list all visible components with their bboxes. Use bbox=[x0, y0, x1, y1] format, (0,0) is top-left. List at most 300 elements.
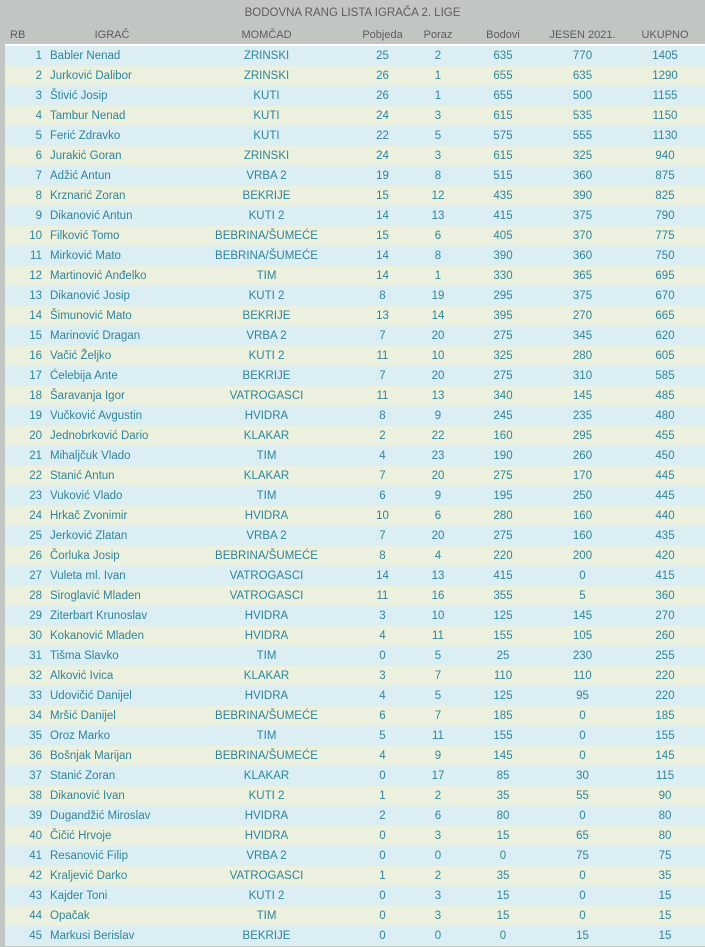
cell-points: 275 bbox=[493, 370, 513, 382]
cell-autumn: 160 bbox=[572, 510, 593, 522]
cell-rank: 8 bbox=[35, 190, 42, 202]
cell-points: 155 bbox=[493, 630, 513, 642]
cell-points: 325 bbox=[493, 350, 513, 362]
cell-wins: 19 bbox=[376, 170, 389, 182]
cell-player: Dikanović Ivan bbox=[50, 790, 125, 802]
cell-losses: 2 bbox=[434, 50, 442, 62]
cell-rank: 33 bbox=[29, 690, 42, 702]
ranking-table bbox=[5, 25, 705, 946]
cell-points: 110 bbox=[493, 670, 513, 682]
cell-team: ZRINSKI bbox=[243, 50, 290, 62]
cell-team: KUTI 2 bbox=[248, 210, 285, 222]
cell-player: Stanić Zoran bbox=[50, 770, 116, 782]
cell-wins: 26 bbox=[376, 70, 389, 82]
cell-team: TIM bbox=[256, 910, 277, 922]
cell-points: 220 bbox=[493, 550, 513, 562]
cell-team: BEKRIJE bbox=[242, 190, 291, 202]
table-row bbox=[5, 186, 705, 206]
cell-rank: 5 bbox=[35, 130, 42, 142]
table-row bbox=[5, 45, 705, 66]
cell-points: 15 bbox=[496, 890, 510, 902]
table-row bbox=[5, 146, 705, 166]
cell-losses: 5 bbox=[434, 690, 442, 702]
cell-rank: 27 bbox=[29, 570, 42, 582]
cell-points: 415 bbox=[493, 570, 513, 582]
cell-points: 160 bbox=[493, 430, 513, 442]
cell-rank: 25 bbox=[29, 530, 42, 542]
cell-wins: 14 bbox=[376, 210, 389, 222]
cell-autumn: 230 bbox=[572, 650, 593, 662]
cell-rank: 32 bbox=[29, 670, 42, 682]
cell-autumn: 0 bbox=[579, 910, 586, 922]
cell-autumn: 75 bbox=[576, 850, 589, 862]
cell-player: Siroglavić Mladen bbox=[50, 590, 141, 602]
cell-total: 620 bbox=[655, 330, 675, 342]
cell-autumn: 0 bbox=[579, 810, 586, 822]
cell-points: 615 bbox=[493, 110, 513, 122]
cell-losses: 5 bbox=[434, 650, 442, 662]
cell-rank: 12 bbox=[29, 270, 42, 282]
cell-wins: 7 bbox=[379, 530, 386, 542]
table-row bbox=[5, 806, 705, 826]
cell-total: 155 bbox=[655, 730, 675, 742]
cell-rank: 36 bbox=[29, 750, 42, 762]
cell-points: 35 bbox=[496, 790, 510, 802]
cell-rank: 13 bbox=[29, 290, 42, 302]
cell-wins: 0 bbox=[379, 850, 386, 862]
header-row bbox=[5, 25, 705, 45]
cell-rank: 3 bbox=[35, 90, 42, 102]
cell-rank: 1 bbox=[35, 50, 42, 62]
cell-team: KUTI bbox=[253, 130, 280, 142]
cell-rank: 9 bbox=[35, 210, 42, 222]
cell-rank: 39 bbox=[29, 810, 42, 822]
cell-team: VATROGASCI bbox=[229, 570, 304, 582]
cell-losses: 12 bbox=[431, 190, 445, 202]
cell-team: BEBRINA/ŠUMEĆE bbox=[215, 710, 318, 722]
cell-player: Kokanović Mladen bbox=[50, 630, 144, 642]
cell-total: 75 bbox=[658, 850, 672, 862]
cell-total: 940 bbox=[655, 150, 675, 162]
cell-wins: 1 bbox=[379, 870, 386, 882]
cell-autumn: 555 bbox=[572, 130, 593, 142]
cell-wins: 0 bbox=[379, 650, 386, 662]
table-row bbox=[5, 886, 705, 906]
cell-team: BEKRIJE bbox=[242, 310, 291, 322]
table-row bbox=[5, 346, 705, 366]
cell-losses: 19 bbox=[431, 290, 445, 302]
table-row bbox=[5, 226, 705, 246]
cell-losses: 4 bbox=[434, 550, 442, 562]
cell-rank: 43 bbox=[29, 890, 42, 902]
cell-wins: 0 bbox=[379, 890, 386, 902]
cell-total: 15 bbox=[658, 910, 672, 922]
cell-rank: 6 bbox=[35, 150, 42, 162]
cell-points: 435 bbox=[493, 190, 513, 202]
cell-autumn: 375 bbox=[572, 290, 593, 302]
cell-wins: 6 bbox=[379, 490, 386, 502]
cell-rank: 31 bbox=[29, 650, 42, 662]
cell-wins: 25 bbox=[376, 50, 389, 62]
cell-autumn: 375 bbox=[572, 210, 593, 222]
cell-team: KUTI 2 bbox=[248, 290, 285, 302]
cell-losses: 20 bbox=[431, 370, 445, 382]
cell-losses: 13 bbox=[431, 210, 445, 222]
cell-points: 275 bbox=[493, 530, 513, 542]
table-row bbox=[5, 86, 705, 106]
cell-team: HVIDRA bbox=[244, 630, 289, 642]
cell-team: HVIDRA bbox=[244, 690, 289, 702]
cell-team: VRBA 2 bbox=[246, 850, 287, 862]
cell-points: 185 bbox=[493, 710, 513, 722]
cell-rank: 19 bbox=[29, 410, 42, 422]
cell-points: 405 bbox=[493, 230, 513, 242]
cell-autumn: 235 bbox=[572, 410, 593, 422]
cell-points: 515 bbox=[493, 170, 513, 182]
column-header-poraz: Poraz bbox=[410, 25, 466, 45]
cell-wins: 0 bbox=[379, 930, 386, 942]
cell-wins: 0 bbox=[379, 830, 386, 842]
cell-team: VATROGASCI bbox=[229, 870, 304, 882]
cell-losses: 9 bbox=[434, 490, 442, 502]
cell-autumn: 55 bbox=[576, 790, 589, 802]
cell-wins: 14 bbox=[376, 250, 389, 262]
cell-player: Opačak bbox=[50, 910, 90, 922]
cell-losses: 13 bbox=[431, 570, 445, 582]
cell-wins: 4 bbox=[379, 750, 386, 762]
cell-points: 415 bbox=[493, 210, 513, 222]
cell-autumn: 500 bbox=[572, 90, 593, 102]
table-row bbox=[5, 906, 705, 926]
cell-team: TIM bbox=[256, 650, 277, 662]
cell-player: Mihaljčuk Vlado bbox=[50, 450, 131, 462]
cell-team: TIM bbox=[256, 490, 277, 502]
cell-team: KLAKAR bbox=[243, 770, 290, 782]
cell-player: Dikanović Josip bbox=[50, 290, 130, 302]
cell-losses: 5 bbox=[434, 130, 442, 142]
cell-total: 1290 bbox=[652, 70, 678, 82]
cell-player: Jednobrković Dario bbox=[50, 430, 149, 442]
cell-rank: 38 bbox=[29, 790, 42, 802]
cell-total: 415 bbox=[655, 570, 675, 582]
cell-team: BEBRINA/ŠUMEĆE bbox=[215, 750, 318, 762]
cell-wins: 7 bbox=[379, 470, 386, 482]
cell-team: VRBA 2 bbox=[246, 330, 287, 342]
cell-total: 80 bbox=[658, 810, 672, 822]
cell-points: 330 bbox=[493, 270, 513, 282]
table-row bbox=[5, 746, 705, 766]
cell-player: Babler Nenad bbox=[50, 50, 121, 62]
cell-wins: 7 bbox=[379, 330, 386, 342]
cell-player: Mršić Danijel bbox=[50, 710, 116, 722]
table-row bbox=[5, 546, 705, 566]
cell-wins: 22 bbox=[376, 130, 389, 142]
table-row bbox=[5, 766, 705, 786]
table-row bbox=[5, 846, 705, 866]
cell-total: 455 bbox=[655, 430, 675, 442]
cell-player: Ferić Zdravko bbox=[50, 130, 121, 142]
cell-player: Resanović Filip bbox=[50, 850, 128, 862]
cell-team: BEKRIJE bbox=[242, 930, 291, 942]
cell-rank: 22 bbox=[29, 470, 42, 482]
cell-points: 615 bbox=[493, 150, 513, 162]
table-row bbox=[5, 866, 705, 886]
cell-wins: 2 bbox=[379, 430, 386, 442]
cell-total: 445 bbox=[655, 490, 675, 502]
cell-player: Tambur Nenad bbox=[50, 110, 126, 122]
column-header-momcad: MOMČAD bbox=[178, 25, 355, 45]
cell-points: 0 bbox=[499, 930, 507, 942]
cell-autumn: 325 bbox=[572, 150, 593, 162]
cell-wins: 8 bbox=[379, 410, 386, 422]
cell-player: Tišma Slavko bbox=[50, 650, 119, 662]
column-header-rb: RB bbox=[5, 25, 46, 45]
column-header-pobjeda: Pobjeda bbox=[355, 25, 410, 45]
cell-losses: 20 bbox=[431, 330, 445, 342]
cell-points: 355 bbox=[493, 590, 513, 602]
table-row bbox=[5, 206, 705, 226]
table-row bbox=[5, 126, 705, 146]
table-row bbox=[5, 926, 705, 946]
cell-total: 670 bbox=[655, 290, 675, 302]
cell-losses: 14 bbox=[431, 310, 445, 322]
cell-total: 665 bbox=[655, 310, 675, 322]
cell-losses: 7 bbox=[434, 710, 442, 722]
cell-wins: 0 bbox=[379, 910, 386, 922]
cell-total: 790 bbox=[655, 210, 675, 222]
cell-total: 585 bbox=[655, 370, 675, 382]
cell-autumn: 370 bbox=[572, 230, 593, 242]
cell-losses: 13 bbox=[431, 390, 445, 402]
table-row bbox=[5, 106, 705, 126]
cell-player: Štivić Josip bbox=[50, 90, 108, 102]
table-row bbox=[5, 726, 705, 746]
table-row bbox=[5, 366, 705, 386]
cell-points: 655 bbox=[493, 90, 513, 102]
cell-rank: 45 bbox=[29, 930, 42, 942]
cell-player: Martinović Anđelko bbox=[50, 270, 147, 282]
cell-wins: 3 bbox=[379, 610, 386, 622]
cell-team: KUTI 2 bbox=[248, 890, 285, 902]
cell-wins: 11 bbox=[376, 350, 389, 362]
cell-player: Marinović Dragan bbox=[50, 330, 141, 342]
table-row bbox=[5, 646, 705, 666]
cell-points: 635 bbox=[493, 50, 513, 62]
cell-team: HVIDRA bbox=[244, 830, 289, 842]
cell-rank: 29 bbox=[29, 610, 42, 622]
table-row bbox=[5, 686, 705, 706]
cell-total: 875 bbox=[655, 170, 675, 182]
cell-wins: 26 bbox=[376, 90, 389, 102]
cell-total: 35 bbox=[658, 870, 672, 882]
cell-losses: 7 bbox=[434, 670, 442, 682]
cell-total: 1150 bbox=[652, 110, 678, 122]
cell-autumn: 0 bbox=[579, 730, 586, 742]
cell-rank: 23 bbox=[29, 490, 42, 502]
cell-team: HVIDRA bbox=[244, 610, 289, 622]
cell-points: 155 bbox=[493, 730, 513, 742]
cell-losses: 8 bbox=[434, 170, 442, 182]
cell-player: Jurković Dalibor bbox=[50, 70, 132, 82]
cell-points: 245 bbox=[493, 410, 513, 422]
cell-team: KLAKAR bbox=[243, 470, 290, 482]
table-row bbox=[5, 66, 705, 86]
table-row bbox=[5, 326, 705, 346]
cell-rank: 40 bbox=[29, 830, 42, 842]
cell-points: 195 bbox=[493, 490, 513, 502]
cell-total: 260 bbox=[655, 630, 675, 642]
cell-losses: 3 bbox=[434, 910, 442, 922]
cell-total: 695 bbox=[655, 270, 675, 282]
cell-total: 15 bbox=[658, 930, 672, 942]
cell-player: Jerković Zlatan bbox=[50, 530, 128, 542]
cell-team: HVIDRA bbox=[244, 410, 289, 422]
cell-wins: 24 bbox=[376, 150, 389, 162]
cell-losses: 20 bbox=[431, 470, 445, 482]
table-row bbox=[5, 166, 705, 186]
table-row bbox=[5, 626, 705, 646]
cell-wins: 8 bbox=[379, 290, 386, 302]
cell-points: 655 bbox=[493, 70, 513, 82]
cell-points: 15 bbox=[496, 910, 510, 922]
cell-total: 445 bbox=[655, 470, 675, 482]
cell-wins: 13 bbox=[376, 310, 389, 322]
cell-autumn: 160 bbox=[572, 530, 593, 542]
table-row bbox=[5, 786, 705, 806]
table-row bbox=[5, 566, 705, 586]
cell-total: 825 bbox=[655, 190, 675, 202]
cell-wins: 15 bbox=[376, 230, 389, 242]
cell-player: Alković Ivica bbox=[50, 670, 114, 682]
cell-points: 275 bbox=[493, 330, 513, 342]
column-header-bodovi: Bodovi bbox=[466, 25, 540, 45]
cell-losses: 8 bbox=[434, 250, 442, 262]
cell-team: KLAKAR bbox=[243, 670, 290, 682]
cell-team: VATROGASCI bbox=[229, 390, 304, 402]
cell-wins: 14 bbox=[376, 570, 389, 582]
cell-rank: 34 bbox=[29, 710, 42, 722]
cell-points: 575 bbox=[493, 130, 513, 142]
cell-team: VRBA 2 bbox=[246, 530, 287, 542]
cell-wins: 15 bbox=[376, 190, 389, 202]
cell-total: 255 bbox=[655, 650, 675, 662]
table-row bbox=[5, 406, 705, 426]
cell-points: 80 bbox=[496, 810, 510, 822]
cell-total: 605 bbox=[655, 350, 675, 362]
cell-team: HVIDRA bbox=[244, 510, 289, 522]
cell-player: Ziterbart Krunoslav bbox=[50, 610, 148, 622]
cell-team: KUTI bbox=[253, 90, 280, 102]
cell-autumn: 345 bbox=[572, 330, 593, 342]
cell-rank: 7 bbox=[35, 170, 42, 182]
cell-total: 270 bbox=[655, 610, 675, 622]
cell-losses: 3 bbox=[434, 110, 442, 122]
cell-losses: 1 bbox=[434, 270, 442, 282]
cell-wins: 0 bbox=[379, 770, 386, 782]
cell-rank: 18 bbox=[29, 390, 42, 402]
cell-rank: 17 bbox=[29, 370, 42, 382]
cell-losses: 3 bbox=[434, 150, 442, 162]
cell-rank: 42 bbox=[29, 870, 42, 882]
cell-total: 750 bbox=[655, 250, 675, 262]
cell-rank: 41 bbox=[29, 850, 42, 862]
cell-autumn: 260 bbox=[572, 450, 593, 462]
cell-total: 360 bbox=[655, 590, 675, 602]
cell-losses: 1 bbox=[434, 70, 442, 82]
cell-wins: 10 bbox=[376, 510, 389, 522]
cell-losses: 22 bbox=[431, 430, 445, 442]
page-title: BODOVNA RANG LISTA IGRAČA 2. LIGE bbox=[0, 0, 705, 25]
cell-total: 145 bbox=[655, 750, 675, 762]
cell-points: 15 bbox=[496, 830, 510, 842]
cell-autumn: 0 bbox=[579, 890, 586, 902]
table-row bbox=[5, 426, 705, 446]
table-row bbox=[5, 266, 705, 286]
cell-team: BEBRINA/ŠUMEĆE bbox=[215, 230, 318, 242]
cell-team: ZRINSKI bbox=[243, 150, 290, 162]
cell-wins: 11 bbox=[376, 590, 389, 602]
cell-points: 125 bbox=[493, 690, 513, 702]
cell-points: 145 bbox=[493, 750, 513, 762]
cell-total: 435 bbox=[655, 530, 675, 542]
cell-total: 440 bbox=[655, 510, 675, 522]
table-row bbox=[5, 606, 705, 626]
cell-wins: 6 bbox=[379, 710, 386, 722]
cell-player: Vačić Željko bbox=[50, 350, 112, 362]
cell-autumn: 310 bbox=[572, 370, 593, 382]
cell-losses: 6 bbox=[434, 810, 442, 822]
cell-autumn: 145 bbox=[572, 610, 593, 622]
cell-total: 90 bbox=[658, 790, 672, 802]
cell-points: 190 bbox=[493, 450, 513, 462]
cell-player: Ćelebija Ante bbox=[50, 370, 118, 382]
table-row bbox=[5, 466, 705, 486]
cell-player: Kraljević Darko bbox=[50, 870, 128, 882]
cell-total: 1130 bbox=[652, 130, 678, 142]
column-header-ukupno: UKUPNO bbox=[625, 25, 705, 45]
cell-player: Hrkač Zvonimir bbox=[50, 510, 128, 522]
cell-points: 295 bbox=[493, 290, 513, 302]
cell-player: Bošnjak Marijan bbox=[50, 750, 132, 762]
cell-autumn: 95 bbox=[576, 690, 589, 702]
cell-autumn: 280 bbox=[572, 350, 593, 362]
cell-autumn: 0 bbox=[579, 750, 586, 762]
column-header-igrac: IGRAČ bbox=[46, 25, 178, 45]
cell-wins: 11 bbox=[376, 390, 389, 402]
cell-wins: 8 bbox=[379, 550, 386, 562]
cell-player: Udovičić Danijel bbox=[50, 690, 132, 702]
cell-rank: 16 bbox=[29, 350, 42, 362]
cell-points: 85 bbox=[496, 770, 510, 782]
cell-losses: 9 bbox=[434, 410, 442, 422]
cell-rank: 24 bbox=[29, 510, 42, 522]
cell-autumn: 270 bbox=[572, 310, 593, 322]
cell-team: VATROGASCI bbox=[229, 590, 304, 602]
cell-wins: 3 bbox=[379, 670, 386, 682]
cell-wins: 5 bbox=[379, 730, 386, 742]
cell-team: HVIDRA bbox=[244, 810, 289, 822]
cell-player: Dugandžić Miroslav bbox=[50, 810, 151, 822]
cell-points: 390 bbox=[493, 250, 513, 262]
cell-points: 340 bbox=[493, 390, 513, 402]
cell-wins: 7 bbox=[379, 370, 386, 382]
cell-rank: 35 bbox=[29, 730, 42, 742]
cell-total: 485 bbox=[655, 390, 675, 402]
cell-total: 450 bbox=[655, 450, 675, 462]
cell-points: 280 bbox=[493, 510, 513, 522]
cell-losses: 10 bbox=[431, 350, 445, 362]
table-row bbox=[5, 666, 705, 686]
